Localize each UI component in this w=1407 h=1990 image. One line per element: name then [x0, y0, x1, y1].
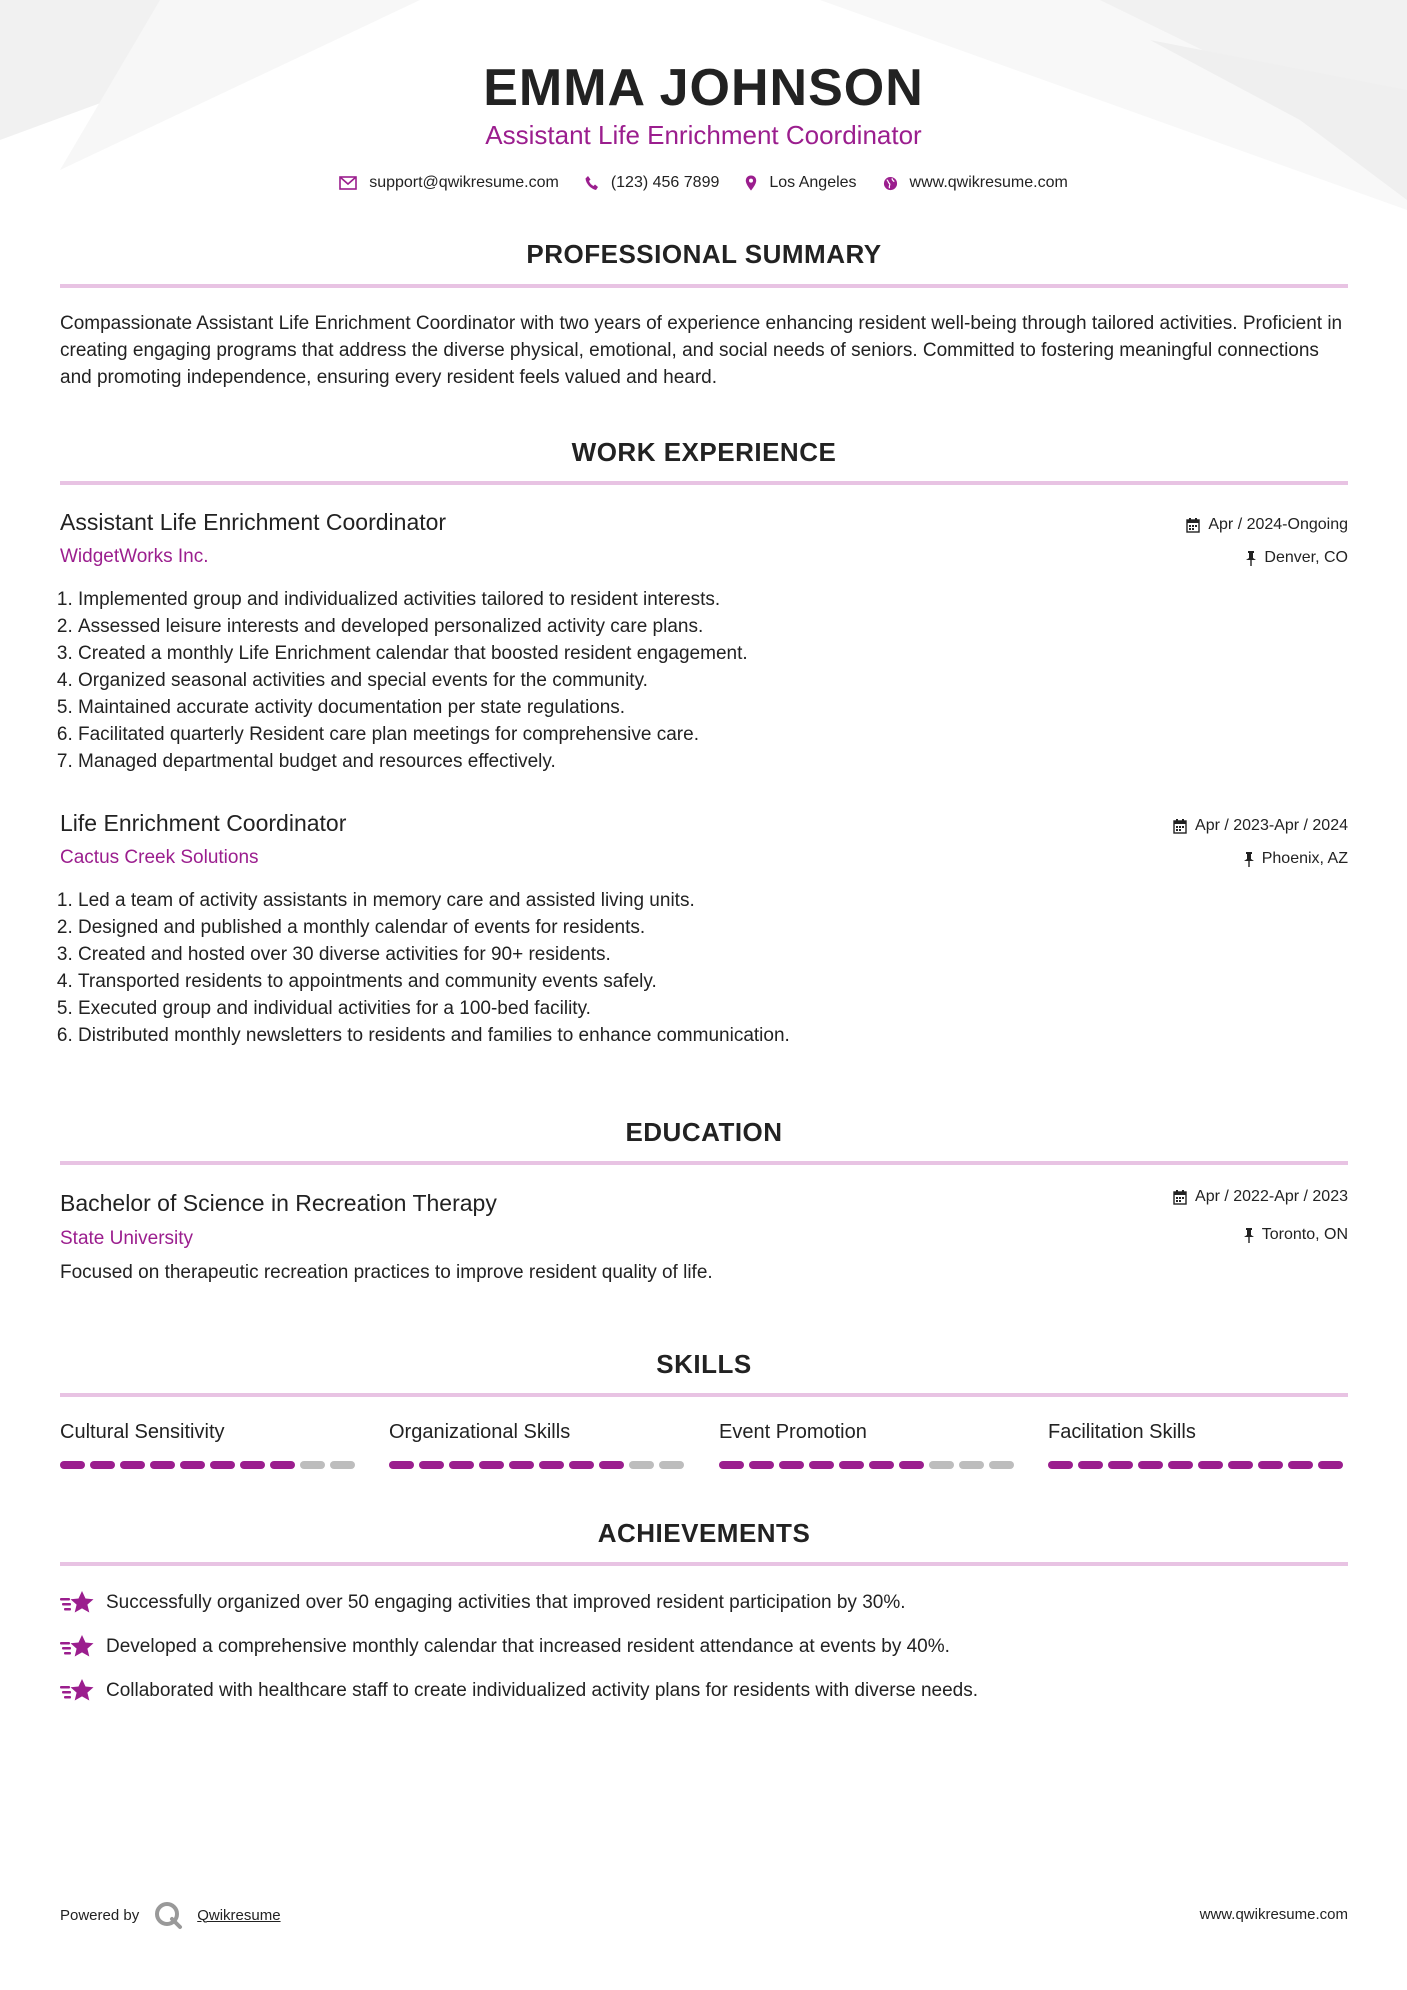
skill-rating-dot: [629, 1461, 654, 1469]
education-location: [1244, 1226, 1348, 1244]
skill-item: [389, 1421, 689, 1469]
skill-rating-dot: [839, 1461, 864, 1469]
contact-location: [745, 174, 856, 192]
skill-rating-dot: [1078, 1461, 1103, 1469]
skill-rating-dot: [809, 1461, 834, 1469]
list-item: 2. Assessed leisure interests and developed personalized activity care plans.: [78, 613, 1278, 640]
section-title-summary: PROFESSIONAL SUMMARY: [526, 239, 882, 269]
contact-email[interactable]: [339, 174, 559, 192]
list-item: 5. Executed group and individual activities for a 100-bed facility.: [78, 995, 1278, 1022]
star-icon: [60, 1634, 94, 1660]
contact-website-text: www.qwikresume.com: [909, 174, 1068, 191]
star-icon: [60, 1678, 94, 1704]
footer-powered-by: [60, 1900, 281, 1930]
section-title-skills: SKILLS: [656, 1349, 752, 1379]
star-icon: [60, 1590, 94, 1616]
candidate-role: Assistant Life Enrichment Coordinator: [485, 120, 922, 150]
skill-rating-dot: [1138, 1461, 1163, 1469]
job-dates: [1186, 516, 1348, 534]
skill-rating-dot: [539, 1461, 564, 1469]
skill-rating-dot: [330, 1461, 355, 1469]
skill-rating-dot: [599, 1461, 624, 1469]
skill-rating: [1048, 1461, 1348, 1469]
brand-link[interactable]: Qwikresume: [197, 1906, 281, 1924]
contact-bar: [0, 174, 1407, 192]
list-item: 6. Facilitated quarterly Resident care plan meetings for comprehensive care.: [78, 721, 1278, 748]
skill-rating-dot: [659, 1461, 684, 1469]
skill-rating-dot: [1048, 1461, 1073, 1469]
skill-rating-dot: [240, 1461, 265, 1469]
footer-website[interactable]: www.qwikresume.com: [1199, 1906, 1348, 1923]
calendar-icon: [1173, 819, 1187, 834]
skill-name: Event Promotion: [719, 1421, 867, 1443]
skill-rating-dot: [719, 1461, 744, 1469]
skill-rating-dot: [929, 1461, 954, 1469]
skill-rating-dot: [869, 1461, 894, 1469]
contact-website[interactable]: [883, 174, 1068, 192]
job-dates-text: Apr / 2023-Apr / 2024: [1195, 817, 1348, 834]
skill-name: Facilitation Skills: [1048, 1421, 1196, 1443]
education-dates: [1173, 1188, 1348, 1206]
skill-item: [60, 1421, 360, 1469]
job-location-text: Denver, CO: [1264, 549, 1348, 566]
contact-location-text: Los Angeles: [769, 174, 857, 191]
list-item: 3. Created and hosted over 30 diverse activities for 90+ residents.: [78, 941, 1278, 968]
skill-item: [719, 1421, 1019, 1469]
powered-by-label: Powered by: [60, 1906, 140, 1924]
skill-rating-dot: [779, 1461, 804, 1469]
list-item: 2. Designed and published a monthly calendar of events for residents.: [78, 914, 1278, 941]
contact-email-text: support@qwikresume.com: [369, 174, 559, 191]
list-item: 5. Maintained accurate activity documentation per state regulations.: [78, 694, 1278, 721]
skill-rating: [389, 1461, 689, 1469]
section-divider: [60, 1393, 1348, 1397]
skill-rating-dot: [180, 1461, 205, 1469]
list-item: 1. Implemented group and individualized activities tailored to resident interests.: [78, 586, 1278, 613]
section-title-education: EDUCATION: [625, 1117, 783, 1147]
list-item: 4. Transported residents to appointments and community events safely.: [78, 968, 1278, 995]
achievement-text: Developed a comprehensive monthly calendar that increased resident attendance at events by 40%.: [106, 1636, 950, 1657]
pushpin-icon: [1244, 852, 1254, 867]
contact-phone-text: (123) 456 7899: [610, 174, 720, 191]
summary-text: Compassionate Assistant Life Enrichment Coordinator with two years of experience enhancing resident well-being through tailored activities. Proficient in creating engaging programs that address the diverse physical, emotional, and social needs of seniors. Committed to fostering meaningful connections and promoting independence, ensuring every resident feels valued and heard.: [60, 313, 1343, 388]
job-bullets: [60, 887, 1278, 1049]
skill-rating-dot: [419, 1461, 444, 1469]
pushpin-icon: [1246, 551, 1256, 566]
job-dates-text: Apr / 2024-Ongoing: [1208, 516, 1348, 533]
skill-rating-dot: [479, 1461, 504, 1469]
skill-rating-dot: [1288, 1461, 1313, 1469]
contact-phone[interactable]: [585, 174, 720, 192]
section-title-experience: WORK EXPERIENCE: [571, 437, 837, 467]
achievement-text: Successfully organized over 50 engaging activities that improved resident participation by 30%.: [106, 1592, 906, 1613]
section-divider: [60, 481, 1348, 485]
skill-rating-dot: [1228, 1461, 1253, 1469]
job-title: Life Enrichment Coordinator: [60, 810, 347, 836]
achievement-item: [60, 1590, 906, 1616]
job-bullets: [60, 586, 1278, 775]
job-company: Cactus Creek Solutions: [60, 847, 259, 868]
skill-rating-dot: [1318, 1461, 1343, 1469]
skill-rating-dot: [389, 1461, 414, 1469]
skill-rating-dot: [1198, 1461, 1223, 1469]
skill-rating-dot: [270, 1461, 295, 1469]
skill-rating-dot: [899, 1461, 924, 1469]
skill-rating-dot: [1258, 1461, 1283, 1469]
phone-icon: [585, 175, 599, 191]
job-location: [1246, 549, 1348, 567]
skill-rating-dot: [120, 1461, 145, 1469]
job-location: [1244, 850, 1348, 868]
pushpin-icon: [1244, 1228, 1254, 1243]
skill-rating-dot: [150, 1461, 175, 1469]
job-title: Assistant Life Enrichment Coordinator: [60, 509, 447, 535]
achievement-item: [60, 1678, 978, 1704]
envelope-icon: [339, 176, 357, 190]
skill-rating-dot: [60, 1461, 85, 1469]
skill-rating-dot: [449, 1461, 474, 1469]
skill-rating: [60, 1461, 360, 1469]
candidate-name: EMMA JOHNSON: [483, 59, 924, 117]
skill-name: Organizational Skills: [389, 1421, 571, 1443]
skill-item: [1048, 1421, 1348, 1469]
qwikresume-logo-icon: [153, 1900, 183, 1930]
education-description: Focused on therapeutic recreation practices to improve resident quality of life.: [60, 1262, 713, 1283]
achievement-text: Collaborated with healthcare staff to create individualized activity plans for residents with diverse needs.: [106, 1680, 979, 1701]
education-degree: Bachelor of Science in Recreation Therapy: [60, 1190, 497, 1216]
calendar-icon: [1186, 518, 1200, 533]
section-divider: [60, 1161, 1348, 1165]
skill-rating-dot: [90, 1461, 115, 1469]
section-divider: [60, 284, 1348, 288]
calendar-icon: [1173, 1190, 1187, 1205]
skill-name: Cultural Sensitivity: [60, 1421, 225, 1443]
job-location-text: Phoenix, AZ: [1261, 850, 1348, 867]
skill-rating-dot: [509, 1461, 534, 1469]
job-dates: [1173, 817, 1348, 835]
globe-icon: [883, 176, 898, 191]
skill-rating-dot: [989, 1461, 1014, 1469]
skill-rating-dot: [749, 1461, 774, 1469]
skill-rating: [719, 1461, 1019, 1469]
job-company: WidgetWorks Inc.: [60, 546, 209, 567]
education-location-text: Toronto, ON: [1261, 1226, 1348, 1243]
list-item: 1. Led a team of activity assistants in memory care and assisted living units.: [78, 887, 1278, 914]
list-item: 7. Managed departmental budget and resources effectively.: [78, 748, 1278, 775]
skill-rating-dot: [1168, 1461, 1193, 1469]
achievement-item: [60, 1634, 950, 1660]
list-item: 4. Organized seasonal activities and special events for the community.: [78, 667, 1278, 694]
section-divider: [60, 1562, 1348, 1566]
list-item: 6. Distributed monthly newsletters to residents and families to enhance communication.: [78, 1022, 1278, 1049]
skill-rating-dot: [300, 1461, 325, 1469]
education-dates-text: Apr / 2022-Apr / 2023: [1195, 1188, 1348, 1205]
map-pin-icon: [745, 175, 757, 191]
skill-rating-dot: [1108, 1461, 1133, 1469]
education-school: State University: [60, 1228, 194, 1249]
list-item: 3. Created a monthly Life Enrichment calendar that boosted resident engagement.: [78, 640, 1278, 667]
skill-rating-dot: [210, 1461, 235, 1469]
section-title-achievements: ACHIEVEMENTS: [597, 1518, 811, 1548]
skill-rating-dot: [569, 1461, 594, 1469]
skill-rating-dot: [959, 1461, 984, 1469]
